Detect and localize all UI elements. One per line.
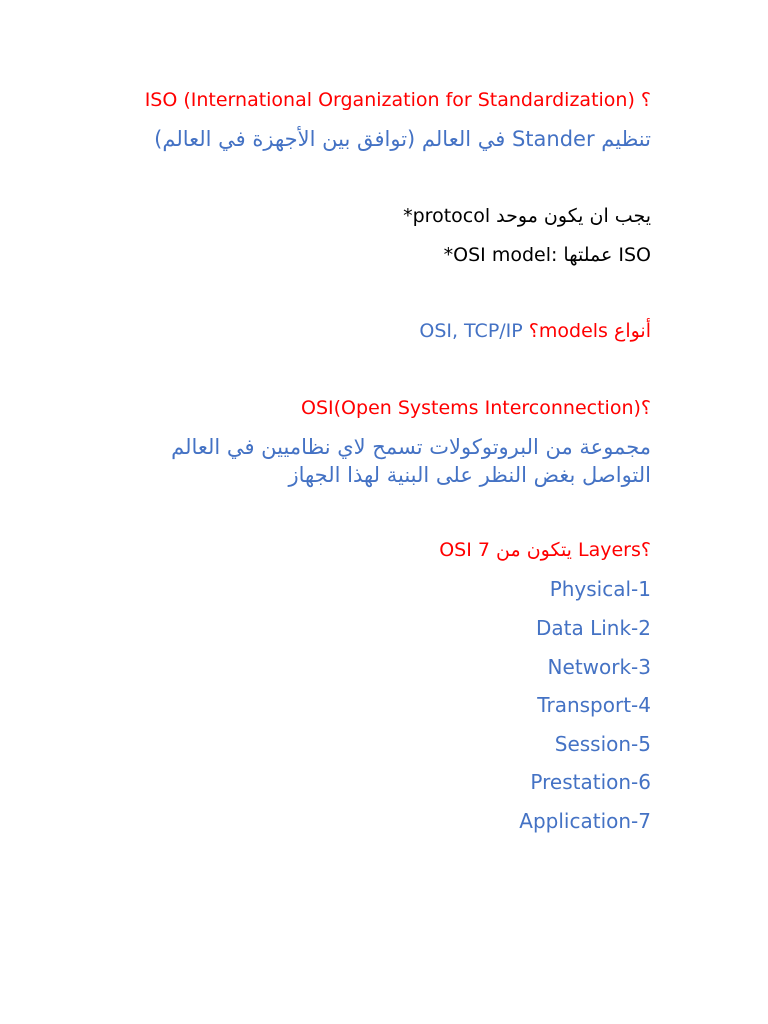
layer-item: Application-7 — [519, 809, 651, 833]
iso-question: ؟ ISO (International Organization for Standardization) — [144, 89, 651, 111]
osi-question: OSI(Open Systems Interconnection)؟ — [301, 397, 651, 419]
models-question: أنواع models؟ — [528, 320, 651, 342]
layer-item: Transport-4 — [537, 693, 651, 717]
osi-answer-line-1: مجموعة من البروتوكولات تسمح لاي نظاميين في العالم — [171, 435, 651, 459]
layer-item: Data Link-2 — [535, 616, 651, 640]
layer-item: Session-5 — [554, 732, 651, 756]
osi-model-note: *OSI model: عملتها ISO — [443, 244, 651, 266]
layers-question: OSI يتكون من 7 Layers؟ — [439, 539, 651, 561]
models-line — [419, 320, 651, 343]
osi-answer-line-2: التواصل بغض النظر على البنية لهذا الجهاز — [288, 463, 651, 487]
iso-answer: تنظيم Stander في العالم (توافق بين الأجهزة في العالم) — [154, 127, 651, 151]
models-answer: OSI, TCP/IP — [419, 320, 523, 342]
protocol-note: *protocol يجب ان يكون موحد — [403, 205, 651, 227]
layer-item: Prestation-6 — [530, 770, 651, 794]
layer-item: Physical-1 — [549, 577, 651, 601]
layer-item: Network-3 — [547, 655, 651, 679]
